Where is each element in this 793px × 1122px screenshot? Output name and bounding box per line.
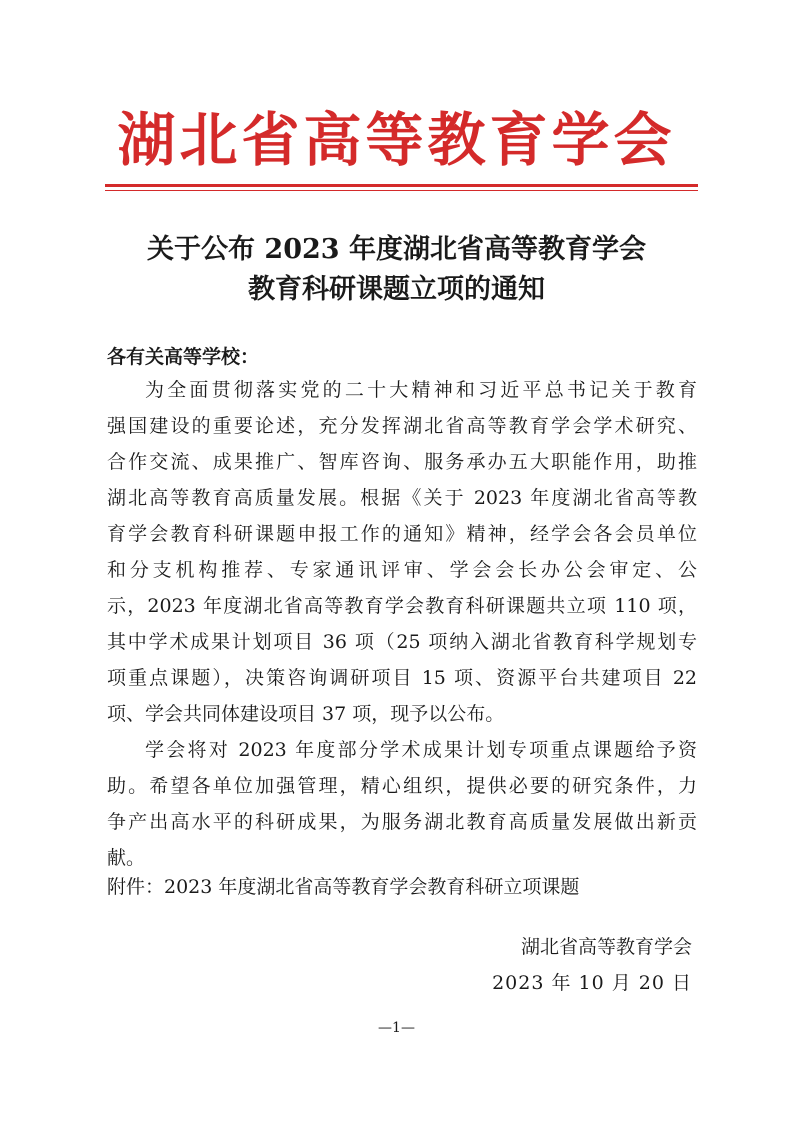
body-line: 强国建设的重要论述，充分发挥湖北省高等教育学会学术研究、 [107,415,697,437]
body-line: 合作交流、成果推广、智库咨询、服务承办五大职能作用，助推 [107,451,697,473]
body-line: 项、学会共同体建设项目 37 项，现予以公布。 [107,703,505,725]
body-line: 湖北高等教育高质量发展。根据《关于 2023 年度湖北省高等教 [107,487,697,509]
body-line: 育学会教育科研课题申报工作的通知》精神，经学会各会员单位 [107,523,697,545]
header-rule-thick [105,184,698,187]
body-line: 项重点课题），决策咨询调研项目 15 项、资源平台共建项目 22 [107,667,697,689]
signature-date: 2023 年 10 月 20 日 [492,972,692,994]
body-line: 示，2023 年度湖北省高等教育学会教育科研课题共立项 110 项， [107,595,697,617]
signature-organization: 湖北省高等教育学会 [520,936,692,958]
salutation: 各有关高等学校： [107,346,260,368]
body-line: 助。希望各单位加强管理，精心组织，提供必要的研究条件，力 [107,775,697,797]
body-line: 和分支机构推荐、专家通讯评审、学会会长办公会审定、公 [107,559,697,581]
header-rule-thin [105,190,698,191]
body-line: 争产出高水平的科研成果，为服务湖北教育高质量发展做出新贡 [107,811,697,833]
header-org-name: 湖北省高等教育学会 [117,106,676,174]
body-line: 其中学术成果计划项目 36 项（25 项纳入湖北省教育科学规划专 [107,631,697,653]
body-line: 学会将对 2023 年度部分学术成果计划专项重点课题给予资 [145,739,697,761]
body-line: 献。 [107,847,146,869]
document-title-line-2: 教育科研课题立项的通知 [248,274,545,305]
attachment-note: 附件：2023 年度湖北省高等教育学会教育科研立项课题 [107,876,580,898]
document-title-line-1: 关于公布 2023 年度湖北省高等教育学会 [147,234,646,265]
body-line: 为全面贯彻落实党的二十大精神和习近平总书记关于教育 [145,379,697,401]
page-number: —1— [378,1020,415,1036]
